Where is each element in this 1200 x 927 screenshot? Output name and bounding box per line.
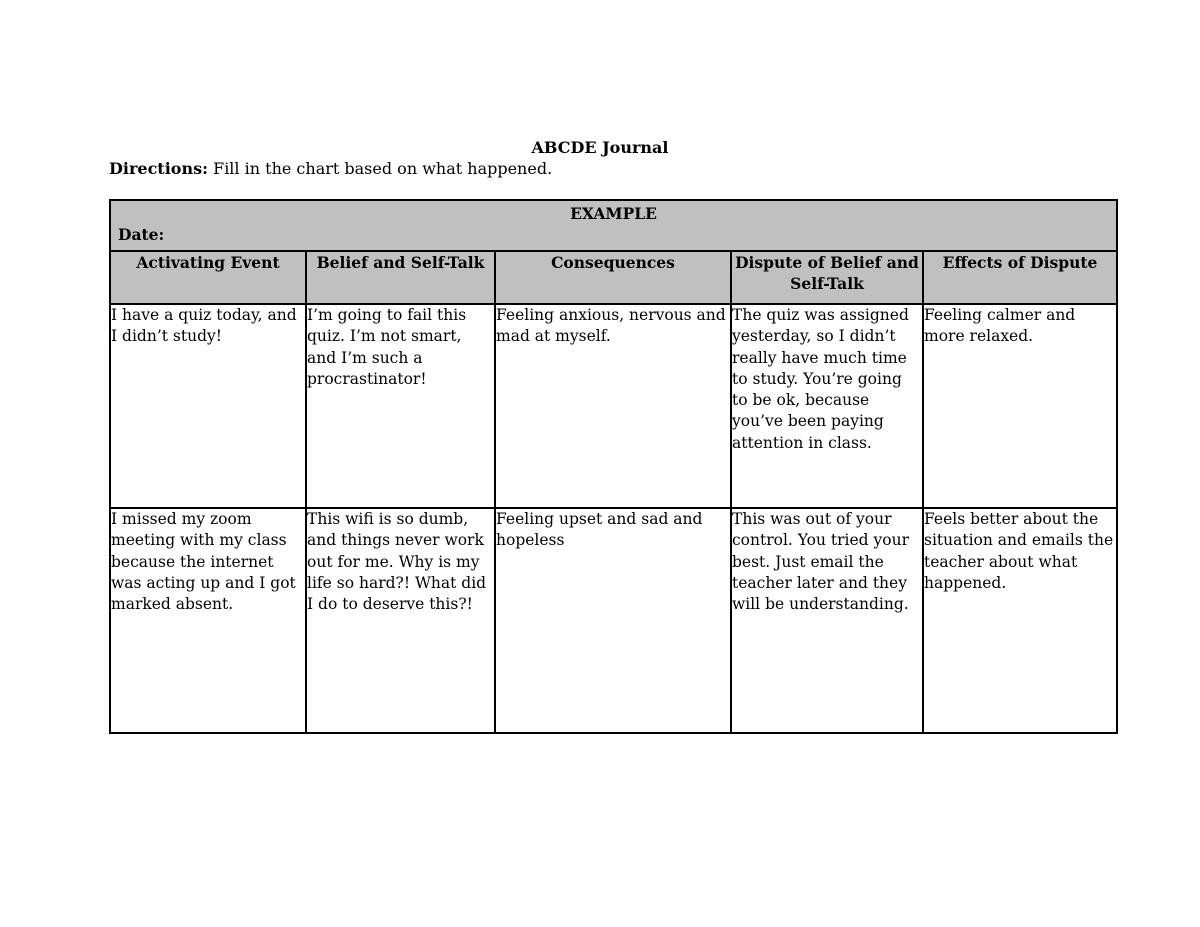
abcde-journal-table	[109, 199, 1118, 734]
cell-activating-event: I have a quiz today, and I didn’t study!	[110, 304, 306, 508]
header-consequences: Consequences	[495, 251, 731, 304]
example-banner	[110, 200, 1117, 251]
cell-dispute: The quiz was assigned yesterday, so I didn’t really have much time to study. You’re going to be ok, because you’ve been paying attention in class.	[731, 304, 923, 508]
cell-belief-self-talk: This wifi is so dumb, and things never work out for me. Why is my life so hard?! What did I do to deserve this?!	[306, 508, 495, 733]
cell-effects-of-dispute: Feels better about the situation and emails the teacher about what happened.	[923, 508, 1117, 733]
document-title: ABCDE Journal	[531, 138, 669, 157]
cell-effects-of-dispute: Feeling calmer and more relaxed.	[923, 304, 1117, 508]
directions	[109, 158, 552, 180]
table-row	[110, 304, 1117, 508]
header-belief-self-talk: Belief and Self-Talk	[306, 251, 495, 304]
cell-consequences: Feeling anxious, nervous and mad at myself.	[495, 304, 731, 508]
cell-consequences: Feeling upset and sad and hopeless	[495, 508, 731, 733]
date-label: Date:	[118, 225, 165, 244]
header-row	[110, 251, 1117, 304]
directions-text: Fill in the chart based on what happened.	[208, 159, 553, 178]
header-dispute: Dispute of Belief and Self-Talk	[731, 251, 923, 304]
header-effects-of-dispute: Effects of Dispute	[923, 251, 1117, 304]
cell-dispute: This was out of your control. You tried your best. Just email the teacher later and they will be understanding.	[731, 508, 923, 733]
cell-belief-self-talk: I’m going to fail this quiz. I’m not smart, and I’m such a procrastinator!	[306, 304, 495, 508]
example-label: EXAMPLE	[570, 204, 657, 223]
table-row	[110, 508, 1117, 733]
header-activating-event: Activating Event	[110, 251, 306, 304]
cell-activating-event: I missed my zoom meeting with my class because the internet was acting up and I got marked absent.	[110, 508, 306, 733]
directions-label: Directions:	[109, 159, 208, 178]
example-banner-row	[110, 200, 1117, 251]
